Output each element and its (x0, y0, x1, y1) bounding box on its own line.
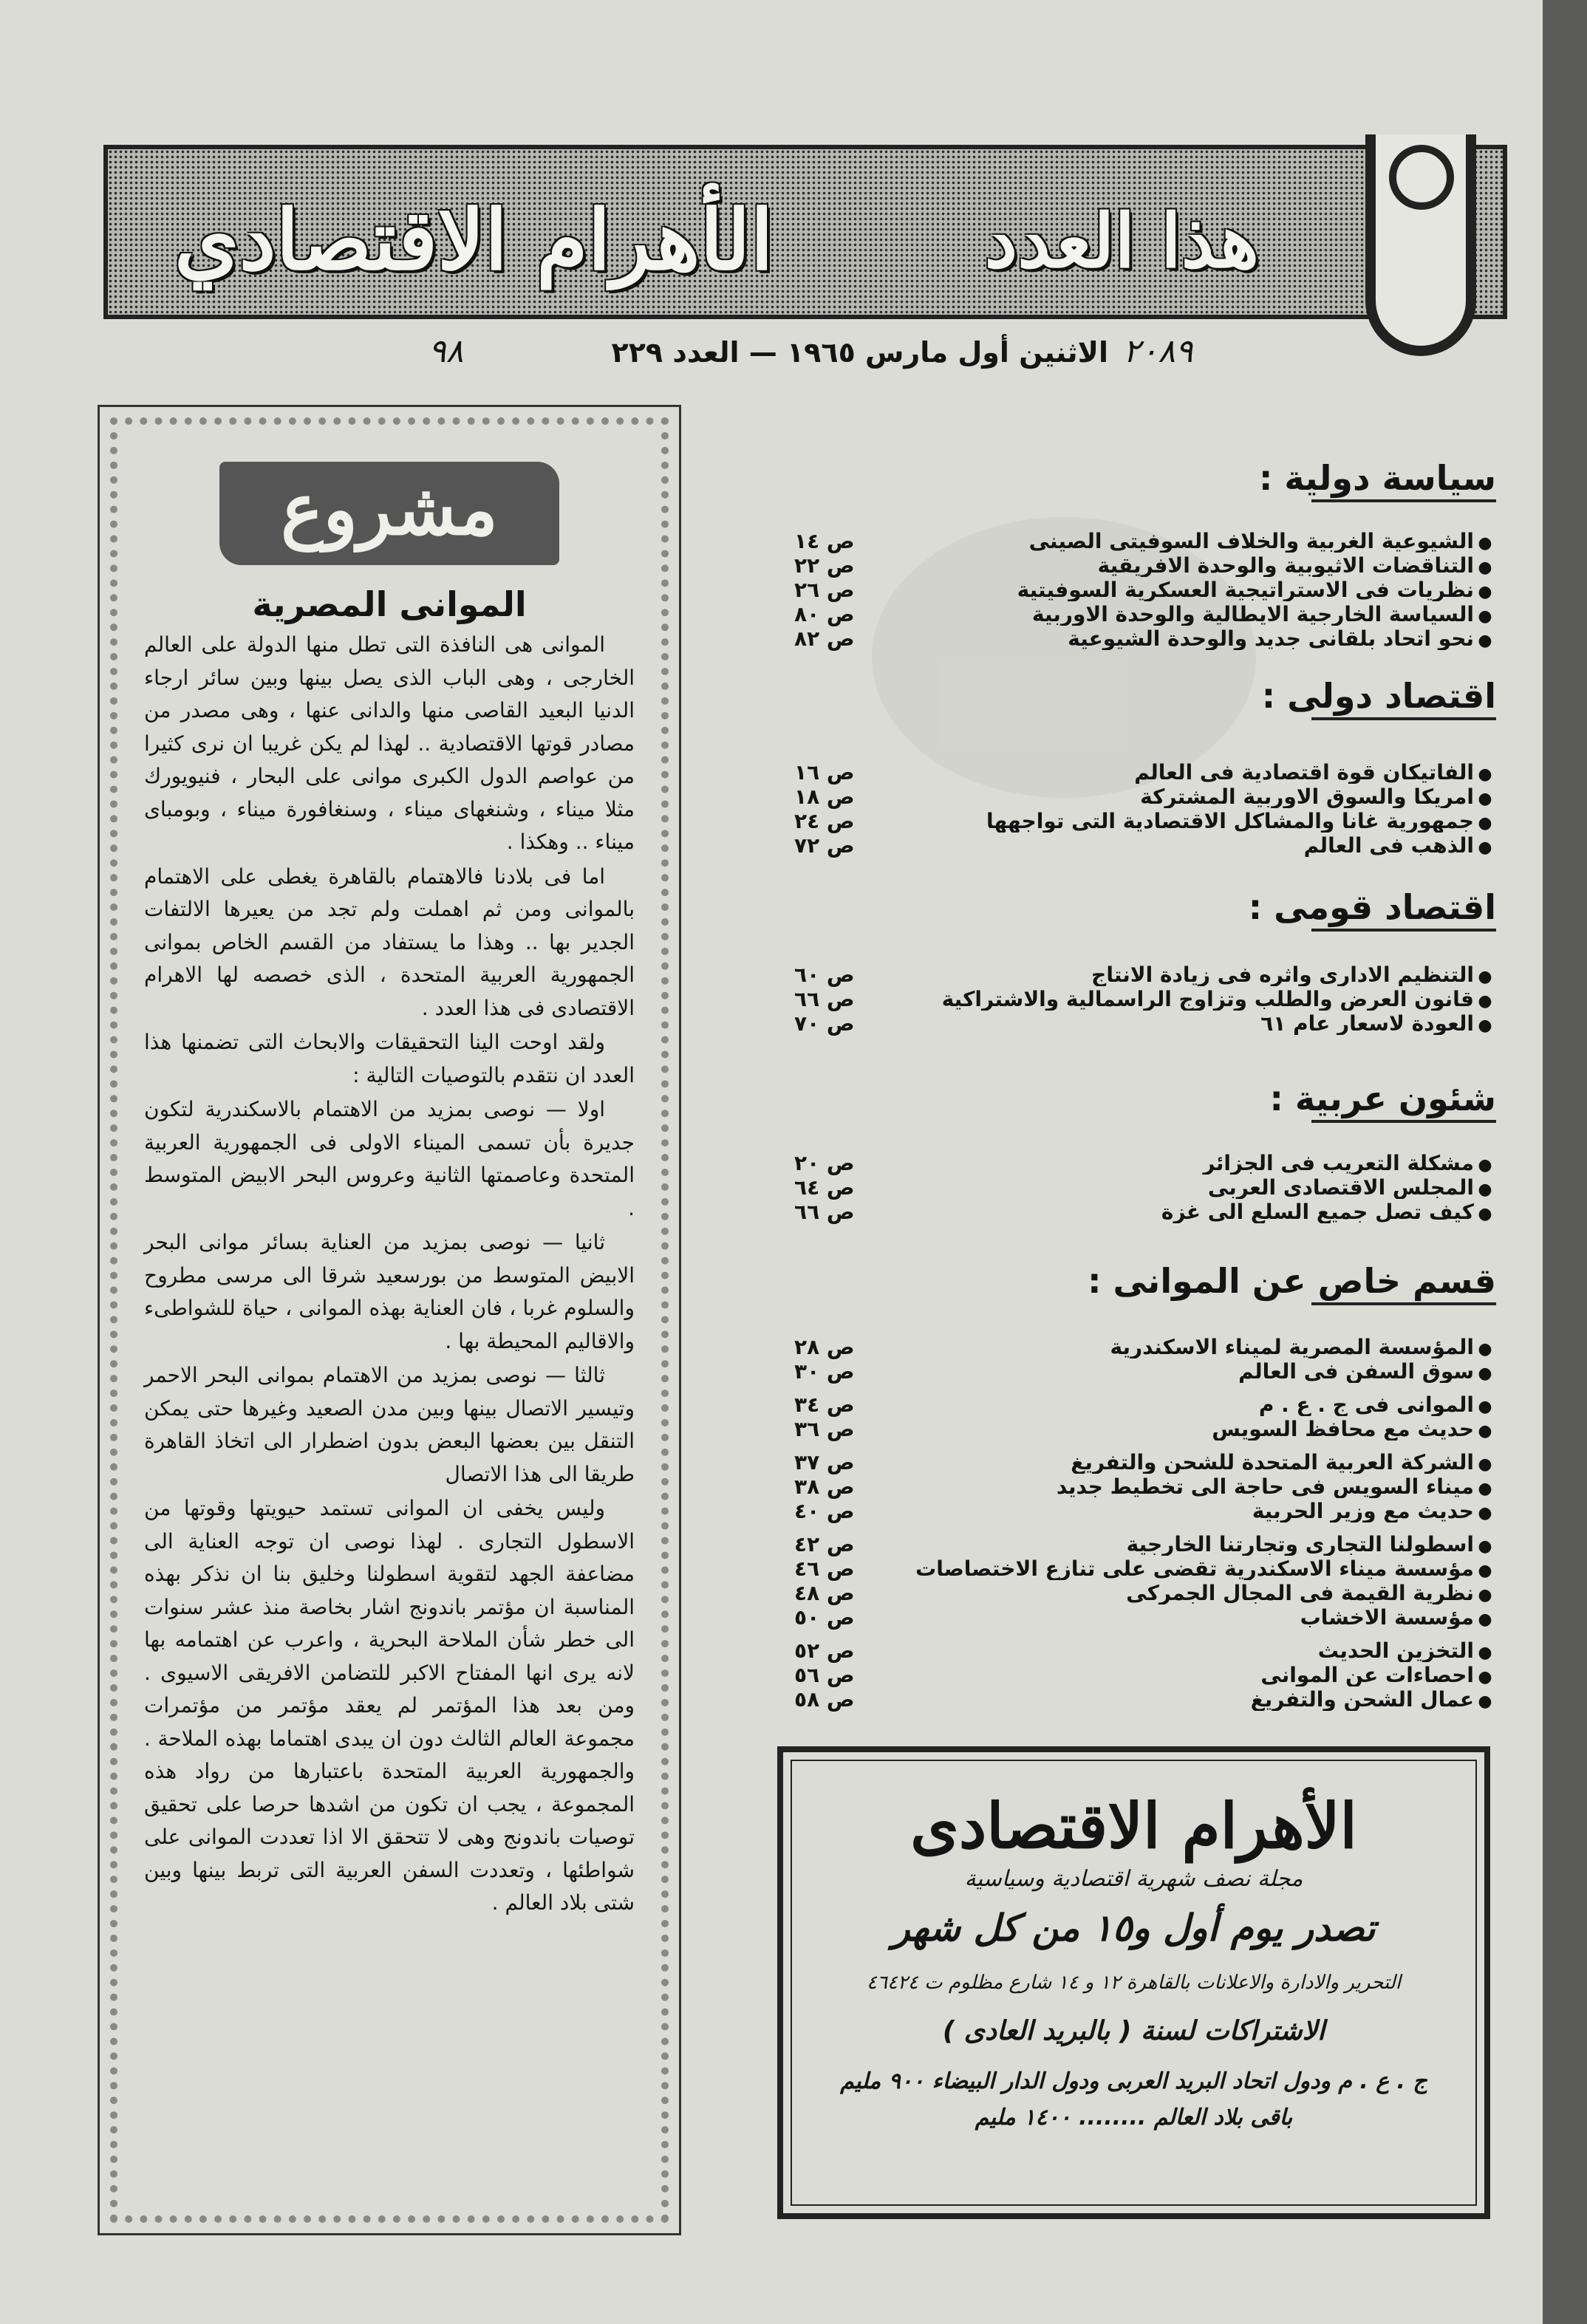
list-item (739, 762, 1496, 786)
item-page: ص ٢٠ (794, 1151, 855, 1175)
section-heading (739, 1261, 1496, 1305)
editorial-paragraph: ثانيا — نوصى بمزيد من العناية بسائر موانى البحر الابيض المتوسط من بورسعيد شرقا الى مرسى مطروح والسلوم غربا ، فان العناية بهذه الموانى ، حياة للشواطىء والاقاليم المحيطة بها . (144, 1230, 635, 1353)
item-title: التناقضات الاثيوبية والوحدة الافريقية (1097, 555, 1474, 577)
item-title: كيف تصل جميع السلع الى غزة (1161, 1201, 1474, 1223)
item-page: ص ٣٤ (794, 1392, 855, 1417)
bullet-icon: ● (1478, 992, 1492, 1011)
section-items (739, 762, 1496, 859)
editorial-body (144, 629, 635, 1920)
item-title: عمال الشحن والتفريغ (1250, 1689, 1474, 1711)
bullet-icon: ● (1478, 583, 1492, 601)
item-page: ص ٦٦ (794, 987, 855, 1011)
list-item (739, 1558, 1496, 1582)
bullet-icon: ● (1478, 1610, 1492, 1629)
item-title: سوق السفن فى العالم (1238, 1361, 1474, 1383)
bullet-icon: ● (1478, 1340, 1492, 1358)
item-page: ص ٣٠ (794, 1359, 855, 1384)
section-heading-text: قسم خاص عن الموانى : (1088, 1261, 1496, 1301)
heading-underline (1311, 717, 1496, 720)
editorial-label: مشروع (219, 462, 559, 565)
section-heading-text: سياسة دولية : (1259, 458, 1496, 498)
masthead-right-title: هذا العدد (984, 197, 1259, 284)
bullet-icon: ● (1478, 838, 1492, 857)
list-item (739, 988, 1496, 1013)
section-items (739, 530, 1496, 652)
item-title: السياسة الخارجية الايطالية والوحدة الاوربية (1031, 604, 1474, 626)
item-title: العودة لاسعار عام ٦١ (1260, 1013, 1474, 1035)
item-title: مشكلة التعريب فى الجزائر (1203, 1152, 1474, 1175)
list-item (739, 810, 1496, 835)
list-item (739, 1394, 1496, 1418)
item-title: المجلس الاقتصادى العربى (1207, 1177, 1474, 1199)
subscription-rate-local: ج . ع . م ودول اتحاد البريد العربى ودول الدار البيضاء ٩٠٠ مليم (840, 2068, 1427, 2094)
list-item (739, 579, 1496, 604)
heading-underline (1311, 929, 1496, 932)
item-title: الشيوعية الغربية والخلاف السوفيتى الصينى (1028, 530, 1474, 553)
item-title: احصاءات عن الموانى (1260, 1664, 1474, 1686)
bullet-icon: ● (1478, 558, 1492, 577)
section-items (739, 1152, 1496, 1226)
item-page: ص ٦٦ (794, 1200, 855, 1224)
subscription-address: التحرير والادارة والاعلانات بالقاهرة ١٢ و ١٤ شارع مظلوم ت ٤٦٤٢٤ (867, 1972, 1401, 1994)
item-page: ص ٢٦ (794, 578, 855, 602)
subscription-frequency: تصدر يوم أول و١٥ من كل شهر (892, 1907, 1376, 1949)
item-page: ص ٤٨ (794, 1581, 855, 1605)
list-item (739, 1336, 1496, 1361)
item-page: ص ٤٢ (794, 1532, 855, 1556)
editorial-title: الموانى المصرية (252, 584, 527, 624)
bullet-icon: ● (1478, 814, 1492, 833)
list-item (739, 1201, 1496, 1226)
editorial-box (98, 405, 681, 2235)
list-item (739, 1640, 1496, 1664)
item-page: ص ٥٦ (794, 1663, 855, 1687)
item-page: ص ٣٨ (794, 1474, 855, 1499)
masthead-ornament-ring (1389, 145, 1454, 210)
item-page: ص ١٦ (794, 760, 855, 785)
section-heading (739, 1079, 1496, 1123)
table-of-contents (739, 458, 1496, 1713)
subscription-inner-frame (791, 1760, 1477, 2206)
editorial-paragraph: اما فى بلادنا فالاهتمام بالقاهرة يغطى على الاهتمام بالموانى ومن ثم اهملت ولم تجد من يعيرها الالتفات الجدير بها .. وهذا ما يستفاد من القسم الخاص بموانى الجمهورية العربية المتحدة ، الذى خصصه لها الاهرام الاقتصادى فى هذا العدد . (144, 864, 635, 1020)
item-title: نحو اتحاد بلقانى جديد والوحدة الشيوعية (1068, 628, 1474, 650)
item-page: ص ٤٠ (794, 1499, 855, 1523)
item-page: ص ٢٤ (794, 809, 855, 833)
bullet-icon: ● (1478, 1586, 1492, 1604)
item-page: ص ٥٠ (794, 1605, 855, 1630)
heading-underline (1311, 1302, 1496, 1305)
issue-date-line: الاثنين أول مارس ١٩٦٥ — العدد ٢٢٩ (611, 336, 1108, 369)
item-page: ص ٤٦ (794, 1556, 855, 1581)
item-title: قانون العرض والطلب وتزاوج الراسمالية والاشتراكية (941, 988, 1474, 1011)
section-heading-text: اقتصاد دولى : (1261, 676, 1496, 716)
item-page: ص ٧٢ (794, 833, 855, 858)
list-item (739, 555, 1496, 579)
list-item (739, 964, 1496, 988)
section-heading (739, 676, 1496, 720)
bullet-icon: ● (1478, 1504, 1492, 1522)
item-title: التخزين الحديث (1317, 1640, 1474, 1662)
item-page: ص ٦٤ (794, 1175, 855, 1200)
section-heading-text: شئون عربية : (1269, 1079, 1496, 1118)
list-item (739, 1607, 1496, 1631)
item-title: اسطولنا التجارى وتجارتنا الخارجية (1126, 1534, 1474, 1556)
bullet-icon: ● (1478, 1668, 1492, 1686)
section-heading (739, 887, 1496, 932)
subscription-title: الأهرام الاقتصادى (910, 1789, 1357, 1862)
item-title: الفاتيكان قوة اقتصادية فى العالم (1134, 762, 1474, 784)
page-edge (1543, 0, 1587, 2324)
bullet-icon: ● (1478, 1205, 1492, 1223)
bullet-icon: ● (1478, 1455, 1492, 1474)
bullet-icon: ● (1478, 1364, 1492, 1383)
heading-underline (1311, 1120, 1496, 1123)
editorial-inner-frame (110, 417, 669, 2223)
bullet-icon: ● (1478, 968, 1492, 986)
handwritten-note-number: ٢٠٨٩ (1123, 332, 1193, 370)
item-page: ص ٢٨ (794, 1335, 855, 1359)
item-title: امريكا والسوق الاوربية المشتركة (1140, 786, 1474, 808)
bullet-icon: ● (1478, 1480, 1492, 1498)
item-page: ص ٣٦ (794, 1417, 855, 1441)
section-items (739, 1336, 1496, 1713)
list-item (739, 1013, 1496, 1037)
item-title: مؤسسة ميناء الاسكندرية تقضى على تنازع الاختصاصات (915, 1558, 1474, 1580)
item-title: الذهب فى العالم (1303, 835, 1474, 857)
list-item (739, 530, 1496, 555)
list-item (739, 1361, 1496, 1385)
item-page: ص ٥٨ (794, 1687, 855, 1712)
list-item (739, 1452, 1496, 1476)
item-page: ص ٧٠ (794, 1011, 855, 1036)
list-item (739, 1534, 1496, 1558)
editorial-paragraph: ولقد اوحت الينا التحقيقات والابحاث التى تضمنها هذا العدد ان نتقدم بالتوصيات التالية : (144, 1030, 635, 1087)
editorial-paragraph: اولا — نوصى بمزيد من الاهتمام بالاسكندرية لتكون جديرة بأن تسمى الميناء الاولى فى الجمهورية العربية المتحدة وعاصمتها الثانية وعروس البحر الابيض المتوسط . (144, 1097, 635, 1220)
bullet-icon: ● (1478, 607, 1492, 626)
list-item (739, 1152, 1496, 1177)
list-item (739, 1177, 1496, 1201)
list-item (739, 1689, 1496, 1713)
item-page: ص ٨٠ (794, 602, 855, 626)
subscription-heading: الاشتراكات لسنة ( بالبريد العادى ) (942, 2016, 1325, 2046)
bullet-icon: ● (1478, 1156, 1492, 1175)
bullet-icon: ● (1478, 632, 1492, 650)
masthead-inner (123, 160, 1488, 304)
bullet-icon: ● (1478, 1180, 1492, 1199)
bullet-icon: ● (1478, 765, 1492, 784)
list-item (739, 1664, 1496, 1689)
handwritten-page-number: ٩٨ (429, 332, 464, 370)
item-page: ص ٥٢ (794, 1638, 855, 1663)
bullet-icon: ● (1478, 534, 1492, 553)
item-page: ص ٨٢ (794, 626, 855, 651)
bullet-icon: ● (1478, 790, 1492, 808)
editorial-paragraph: ثالثا — نوصى بمزيد من الاهتمام بموانى البحر الاحمر وتيسير الاتصال بينها وبين مدن الصعيد وغيرها حتى يمكن التنقل بين بعضها البعض بدون اضطرار الى اتخاذ القاهرة طريقا الى هذا الاتصال (144, 1363, 635, 1486)
list-item (739, 628, 1496, 652)
bullet-icon: ● (1478, 1016, 1492, 1035)
section-heading-text: اقتصاد قومى : (1248, 887, 1496, 927)
list-item (739, 1476, 1496, 1500)
bullet-icon: ● (1478, 1537, 1492, 1556)
item-title: ميناء السويس فى حاجة الى تخطيط جديد (1056, 1476, 1474, 1498)
list-item (739, 1500, 1496, 1525)
bullet-icon: ● (1478, 1644, 1492, 1662)
item-page: ص ٣٧ (794, 1450, 855, 1474)
bullet-icon: ● (1478, 1562, 1492, 1580)
editorial-paragraph: الموانى هى النافذة التى تطل منها الدولة على العالم الخارجى ، وهى الباب الذى يصل بينها وبين سائر ارجاء الدنيا البعيد القاصى منها والدانى عنها ، وهى مصدر من مصادر قوتها الاقتصادية .. لهذا لم يكن غريبا ان نرى كثيرا من عواصم الدول الكبرى موانى على البحار ، فنيويورك مثلا ميناء ، وشنغهاى ميناء ، وسنغافورة ميناء ، وبومباى ميناء .. وهكذا . (144, 632, 635, 854)
item-title: الموانى فى ج . ع . م (1258, 1394, 1474, 1416)
item-title: نظرية القيمة فى المجال الجمركى (1126, 1582, 1474, 1604)
list-item (739, 786, 1496, 810)
item-title: نظريات فى الاستراتيجية العسكرية السوفيتية (1017, 579, 1474, 601)
list-item (739, 1418, 1496, 1443)
subscription-box (777, 1746, 1490, 2219)
item-title: الشركة العربية المتحدة للشحن والتفريغ (1071, 1452, 1474, 1474)
item-title: التنظيم الادارى واثره فى زيادة الانتاج (1091, 964, 1474, 986)
masthead-banner (103, 145, 1507, 319)
item-page: ص ١٤ (794, 529, 855, 553)
bullet-icon: ● (1478, 1398, 1492, 1416)
item-title: المؤسسة المصرية لميناء الاسكندرية (1110, 1336, 1474, 1358)
editorial-paragraph: وليس يخفى ان الموانى تستمد حيويتها وقوتها من الاسطول التجارى . لهذا نوصى ان توجه العناية الى مضاعفة الجهد لتقوية اسطولنا وخليق بنا ان نذكر بهذه المناسبة ان مؤتمر باندونج اشار بخاصة منذ عشر سنوات الى خطر شأن الملاحة البحرية ، واعرب عن اهتمامه بها لانه يرى انها المفتاح الاكبر للتضامن الافريقى الاسيوى . ومن بعد هذا المؤتمر لم يعقد مؤتمر من مؤتمرات مجموعة العالم الثالث دون ان يبدى اهتماما بهذه الملاحة . والجمهورية العربية المتحدة باعتبارها من رواد هذه المجموعة ، يجب ان تكون من اشدها حرصا على تحقيق توصيات باندونج وهى لا تتحقق الا اذا تعددت الموانى على شواطئها ، وتعددت السفن العربية التى تربط بينها وبين شتى بلاد العالم . (144, 1496, 635, 1915)
item-page: ص ٦٠ (794, 963, 855, 987)
list-item (739, 835, 1496, 859)
bullet-icon: ● (1478, 1422, 1492, 1440)
item-title: حديث مع محافظ السويس (1212, 1418, 1474, 1440)
subscription-subtitle: مجلة نصف شهرية اقتصادية وسياسية (964, 1866, 1303, 1892)
section-items (739, 964, 1496, 1037)
subscription-rate-world: باقى بلاد العالم ........ ١٤٠٠ مليم (975, 2105, 1293, 2130)
item-title: مؤسسة الاخشاب (1300, 1607, 1474, 1629)
list-item (739, 1582, 1496, 1607)
item-title: حديث مع وزير الحربية (1252, 1500, 1474, 1522)
section-heading (739, 458, 1496, 502)
item-page: ص ١٨ (794, 785, 855, 809)
list-item (739, 604, 1496, 628)
masthead-left-title: الأهرام الاقتصادي (174, 192, 774, 289)
bullet-icon: ● (1478, 1692, 1492, 1711)
item-title: جمهورية غانا والمشاكل الاقتصادية التى تواجهها (986, 810, 1474, 833)
heading-underline (1311, 499, 1496, 502)
item-page: ص ٢٢ (794, 553, 855, 578)
